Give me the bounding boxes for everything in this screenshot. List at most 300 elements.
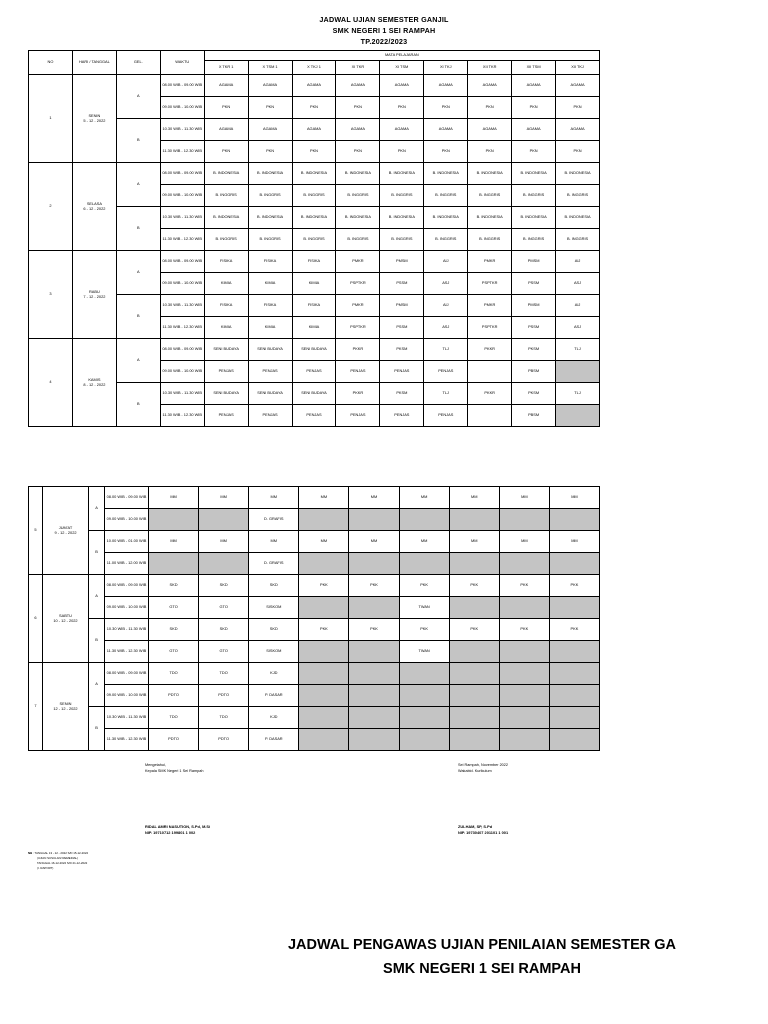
subject-cell: MM xyxy=(499,487,549,509)
subject-cell: AIJ xyxy=(556,295,600,317)
day-date: 10 - 12 - 2022 xyxy=(53,617,78,623)
table-row xyxy=(29,251,600,273)
col-header-class-5: XI TKJ xyxy=(424,61,468,75)
signature-left-name-wrap xyxy=(145,824,210,837)
subject-cell: B. INGGRIS xyxy=(468,229,512,251)
subject-cell xyxy=(299,597,349,619)
subject-cell: PKK xyxy=(349,575,399,597)
subject-cell: PSSM xyxy=(512,317,556,339)
subject-cell: PKK xyxy=(449,575,499,597)
subject-cell xyxy=(549,729,599,751)
subject-cell: P. DASAR xyxy=(249,685,299,707)
subject-cell: B. INDONESIA xyxy=(292,207,336,229)
subject-cell xyxy=(499,509,549,531)
subject-cell: PENJAS xyxy=(248,361,292,383)
subject-cell xyxy=(549,685,599,707)
subject-cell: AGAMA xyxy=(424,75,468,97)
subject-cell: TWAN xyxy=(399,597,449,619)
schedule-table-part-1-wrap xyxy=(28,50,600,427)
next-page-title-block xyxy=(0,934,768,982)
subject-cell xyxy=(499,641,549,663)
time-cell: 11.30 WIB - 12.30 WIB xyxy=(160,229,204,251)
subject-cell: PKSM xyxy=(380,339,424,361)
subject-cell xyxy=(499,685,549,707)
subject-cell: PMSM xyxy=(380,295,424,317)
subject-cell: B. INDONESIA xyxy=(424,163,468,185)
subject-cell: AGAMA xyxy=(468,119,512,141)
subject-cell: GTO xyxy=(199,597,249,619)
subject-cell xyxy=(399,707,449,729)
gelombang-cell: A xyxy=(116,339,160,383)
subject-cell: D. GRAFIS xyxy=(249,509,299,531)
subject-cell: PMKR xyxy=(336,251,380,273)
subject-cell: MM xyxy=(199,487,249,509)
subject-cell: TLJ xyxy=(556,339,600,361)
subject-cell: B. INDONESIA xyxy=(248,207,292,229)
subject-cell: FISIKA xyxy=(204,251,248,273)
subject-cell: SKD xyxy=(199,619,249,641)
subject-cell: B. INDONESIA xyxy=(556,207,600,229)
signature-right-nip: NIP. 19730407 201101 1 001 xyxy=(458,830,509,836)
subject-cell: PENJAS xyxy=(424,361,468,383)
subject-cell: SKD xyxy=(199,575,249,597)
subject-cell: SKD xyxy=(249,575,299,597)
subject-cell: KIMIA xyxy=(292,317,336,339)
subject-cell xyxy=(349,663,399,685)
footnote-line-3: TANGGAL 16-12-2022 S/D 21-12-2022 xyxy=(37,861,88,866)
subject-cell: TDO xyxy=(149,707,199,729)
subject-cell: PMKR xyxy=(468,251,512,273)
subject-cell xyxy=(399,663,449,685)
subject-cell: PENJAS xyxy=(248,405,292,427)
subject-cell: B. INDONESIA xyxy=(556,163,600,185)
subject-cell: FISIKA xyxy=(292,295,336,317)
gelombang-cell: B xyxy=(89,707,105,751)
subject-cell xyxy=(549,663,599,685)
col-header-waktu: WAKTU xyxy=(160,51,204,75)
subject-cell: MM xyxy=(199,531,249,553)
subject-cell xyxy=(399,553,449,575)
subject-cell: PSPTKR xyxy=(336,273,380,295)
subject-cell: PKK xyxy=(499,619,549,641)
subject-cell: MM xyxy=(299,487,349,509)
subject-cell: B. INDONESIA xyxy=(380,163,424,185)
day-cell xyxy=(43,663,89,751)
subject-cell: AGAMA xyxy=(512,119,556,141)
subject-cell: TWAN xyxy=(399,641,449,663)
subject-cell: PENJAS xyxy=(204,361,248,383)
subject-cell xyxy=(299,685,349,707)
subject-cell: PSPTKR xyxy=(336,317,380,339)
subject-cell: PENJAS xyxy=(292,405,336,427)
col-header-class-1: X TSM 1 xyxy=(248,61,292,75)
subject-cell xyxy=(399,685,449,707)
subject-cell: KIMIA xyxy=(204,273,248,295)
col-header-class-0: X TKR 1 xyxy=(204,61,248,75)
subject-cell: SENI BUDAYA xyxy=(248,339,292,361)
day-cell xyxy=(72,339,116,427)
subject-cell xyxy=(299,729,349,751)
signature-left-name: RIDAL AMRI NASUTION, S.Pd, M.Si xyxy=(145,824,211,829)
subject-cell xyxy=(349,729,399,751)
subject-cell xyxy=(449,729,499,751)
subject-cell: PKN xyxy=(556,141,600,163)
subject-cell: AGAMA xyxy=(380,75,424,97)
doc-title-line-1: JADWAL UJIAN SEMESTER GANJIL xyxy=(319,15,449,24)
subject-cell: AGAMA xyxy=(512,75,556,97)
subject-cell xyxy=(399,509,449,531)
subject-cell: MM xyxy=(449,487,499,509)
gelombang-cell: A xyxy=(89,487,105,531)
subject-cell: SISKOM xyxy=(249,597,299,619)
subject-cell: MM xyxy=(449,531,499,553)
subject-cell: B. INGGRIS xyxy=(468,185,512,207)
subject-cell: B. INGGRIS xyxy=(204,185,248,207)
subject-cell xyxy=(499,553,549,575)
time-cell: 08.00 WIB - 09.00 WIB xyxy=(105,663,149,685)
subject-cell: MM xyxy=(349,531,399,553)
subject-cell: ASJ xyxy=(556,273,600,295)
day-cell xyxy=(72,163,116,251)
row-number: 2 xyxy=(29,163,73,251)
subject-cell: FISIKA xyxy=(248,295,292,317)
gelombang-cell: B xyxy=(116,207,160,251)
footnote-line-4: (I. RAPORT) xyxy=(37,866,54,871)
gelombang-cell: A xyxy=(116,75,160,119)
subject-cell: KIMIA xyxy=(204,317,248,339)
subject-cell: GTO xyxy=(149,641,199,663)
subject-cell xyxy=(549,641,599,663)
subject-cell: B. INGGRIS xyxy=(424,229,468,251)
subject-cell xyxy=(468,361,512,383)
subject-cell: PSPTKR xyxy=(468,273,512,295)
subject-cell: PENJAS xyxy=(292,361,336,383)
col-header-class-3: XI TKR xyxy=(336,61,380,75)
table-row xyxy=(29,575,600,597)
subject-cell xyxy=(549,707,599,729)
subject-cell: KIMIA xyxy=(248,317,292,339)
day-name: KAMIS xyxy=(88,377,101,383)
subject-cell: B. INGGRIS xyxy=(336,229,380,251)
subject-cell: PKSM xyxy=(380,383,424,405)
subject-cell: PDTO xyxy=(199,729,249,751)
time-cell: 10.30 WIB - 11.30 WIB xyxy=(105,707,149,729)
day-name: JUM'AT xyxy=(58,525,73,531)
subject-cell xyxy=(149,509,199,531)
footnote-block xyxy=(28,851,88,871)
subject-cell: AIJ xyxy=(556,251,600,273)
time-cell: 11.30 WIB - 12.30 WIB xyxy=(105,729,149,751)
subject-cell: MM xyxy=(399,531,449,553)
subject-cell xyxy=(549,509,599,531)
time-cell: 09.00 WIB - 10.00 WIB xyxy=(105,685,149,707)
day-name: RABU xyxy=(88,289,100,295)
day-date: 8 - 12 - 2022 xyxy=(83,381,106,387)
subject-cell: PDTO xyxy=(149,729,199,751)
time-cell: 09.00 WIB - 10.00 WIB xyxy=(160,273,204,295)
subject-cell: MM xyxy=(349,487,399,509)
row-number: 3 xyxy=(29,251,73,339)
header-row-top xyxy=(29,51,600,61)
col-header-no: NO xyxy=(29,51,73,75)
table-row xyxy=(29,597,600,619)
subject-cell: PKN xyxy=(204,97,248,119)
subject-cell: PMSM xyxy=(512,251,556,273)
row-number: 6 xyxy=(29,575,43,663)
subject-cell: PENJAS xyxy=(380,361,424,383)
subject-cell: B. INDONESIA xyxy=(204,207,248,229)
time-cell: 11.30 WIB - 12.30 WIB xyxy=(105,641,149,663)
subject-cell: B. INDONESIA xyxy=(512,163,556,185)
subject-cell: PBSM xyxy=(512,405,556,427)
signature-block-left xyxy=(145,762,211,836)
time-cell: 11.00 WIB - 12.00 WIB xyxy=(105,553,149,575)
subject-cell: MM xyxy=(149,531,199,553)
subject-cell: B. INGGRIS xyxy=(292,229,336,251)
gelombang-cell: A xyxy=(116,163,160,207)
gelombang-cell: A xyxy=(89,575,105,619)
subject-cell: FISIKA xyxy=(292,251,336,273)
subject-cell: B. INDONESIA xyxy=(380,207,424,229)
subject-cell xyxy=(499,597,549,619)
subject-cell xyxy=(349,707,399,729)
subject-cell xyxy=(299,641,349,663)
subject-cell: PENJAS xyxy=(336,405,380,427)
subject-cell: PENJAS xyxy=(204,405,248,427)
subject-cell: SENI BUDAYA xyxy=(292,383,336,405)
time-cell: 09.00 WIB - 10.00 WIB xyxy=(160,361,204,383)
subject-cell: SENI BUDAYA xyxy=(204,339,248,361)
col-header-class-4: XI TSM xyxy=(380,61,424,75)
subject-cell: PKN xyxy=(424,97,468,119)
subject-cell: B. INGGRIS xyxy=(512,185,556,207)
time-cell: 10.30 WIB - 11.30 WIB xyxy=(160,295,204,317)
subject-cell: B. INGGRIS xyxy=(292,185,336,207)
subject-cell: B. INGGRIS xyxy=(336,185,380,207)
col-header-mapel: MATA PELAJARAN xyxy=(204,51,599,61)
subject-cell xyxy=(499,663,549,685)
day-cell xyxy=(43,575,89,663)
subject-cell xyxy=(149,553,199,575)
subject-cell: SKD xyxy=(149,575,199,597)
subject-cell: PKK xyxy=(399,619,449,641)
subject-cell: B. INDONESIA xyxy=(336,163,380,185)
table-row xyxy=(29,163,600,185)
col-header-class-7: XII TSM xyxy=(512,61,556,75)
time-cell: 09.00 WIB - 10.00 WIB xyxy=(160,185,204,207)
subject-cell: B. INGGRIS xyxy=(556,229,600,251)
subject-cell: PSSM xyxy=(512,273,556,295)
subject-cell xyxy=(299,663,349,685)
subject-cell: AGAMA xyxy=(556,119,600,141)
time-cell: 08.00 WIB - 09.00 WIB xyxy=(105,575,149,597)
signature-block-right xyxy=(458,762,509,836)
day-date: 12 - 12 - 2022 xyxy=(53,705,78,711)
subject-cell: PKKR xyxy=(336,339,380,361)
subject-cell: AGAMA xyxy=(248,75,292,97)
day-date: 9 - 12 - 2022 xyxy=(54,529,77,535)
doc-title-line-2: SMK NEGERI 1 SEI RAMPAH xyxy=(332,26,436,36)
subject-cell xyxy=(349,509,399,531)
subject-cell: PSSM xyxy=(380,273,424,295)
time-cell: 10.00 WIB - 01.00 WIB xyxy=(105,531,149,553)
subject-cell xyxy=(349,553,399,575)
subject-cell: PKN xyxy=(512,97,556,119)
subject-cell xyxy=(449,509,499,531)
subject-cell xyxy=(299,553,349,575)
subject-cell: SKD xyxy=(249,619,299,641)
subject-cell: KJD xyxy=(249,707,299,729)
subject-cell: B. INDONESIA xyxy=(424,207,468,229)
subject-cell: PKK xyxy=(499,575,549,597)
subject-cell: AGAMA xyxy=(468,75,512,97)
subject-cell: B. INGGRIS xyxy=(380,185,424,207)
schedule-body-1 xyxy=(29,75,600,427)
day-date: 6 - 12 - 2022 xyxy=(83,205,106,211)
table-row xyxy=(29,487,600,509)
subject-cell: B. INGGRIS xyxy=(556,185,600,207)
table-row xyxy=(29,663,600,685)
subject-cell: PKN xyxy=(248,97,292,119)
subject-cell: PMSM xyxy=(380,251,424,273)
subject-cell: B. INGGRIS xyxy=(380,229,424,251)
table-row xyxy=(29,729,600,751)
subject-cell: ASJ xyxy=(424,273,468,295)
subject-cell: AGAMA xyxy=(556,75,600,97)
subject-cell: TDO xyxy=(199,707,249,729)
subject-cell: TLJ xyxy=(556,383,600,405)
subject-cell xyxy=(349,641,399,663)
subject-cell xyxy=(449,663,499,685)
subject-cell xyxy=(449,707,499,729)
time-cell: 08.00 WIB - 09.00 WIB xyxy=(105,487,149,509)
table-row xyxy=(29,509,600,531)
subject-cell: MM xyxy=(399,487,449,509)
subject-cell: AIJ xyxy=(424,295,468,317)
subject-cell: AIJ xyxy=(424,251,468,273)
subject-cell: ASJ xyxy=(556,317,600,339)
table-row xyxy=(29,619,600,641)
subject-cell xyxy=(499,729,549,751)
subject-cell: PMKR xyxy=(468,295,512,317)
gelombang-cell: B xyxy=(89,531,105,575)
subject-cell: B. INDONESIA xyxy=(336,207,380,229)
subject-cell xyxy=(349,597,399,619)
signature-left-line-2: Kepala SMK Negeri 1 Sei Rampah xyxy=(145,769,204,774)
subject-cell xyxy=(199,509,249,531)
subject-cell: PKKR xyxy=(336,383,380,405)
subject-cell: PSPTKR xyxy=(468,317,512,339)
signature-left-nip: NIP. 19710712 199801 1 002 xyxy=(145,830,196,836)
subject-cell: TDO xyxy=(149,663,199,685)
subject-cell: B. INGGRIS xyxy=(248,185,292,207)
subject-cell: B. INDONESIA xyxy=(292,163,336,185)
subject-cell: GTO xyxy=(149,597,199,619)
subject-cell: MM xyxy=(249,487,299,509)
subject-cell: PKSM xyxy=(512,339,556,361)
day-cell xyxy=(43,487,89,575)
subject-cell: PMKR xyxy=(336,295,380,317)
subject-cell: PBSM xyxy=(512,361,556,383)
time-cell: 11.30 WIB - 12.30 WIB xyxy=(160,141,204,163)
day-name: SENIN xyxy=(59,701,72,707)
time-cell: 08.00 WIB - 09.00 WIB xyxy=(160,251,204,273)
subject-cell: B. INDONESIA xyxy=(468,207,512,229)
row-number: 5 xyxy=(29,487,43,575)
table-row xyxy=(29,707,600,729)
subject-cell: PKN xyxy=(468,97,512,119)
schedule-table-head xyxy=(29,51,600,75)
subject-cell: PKN xyxy=(512,141,556,163)
subject-cell xyxy=(549,597,599,619)
footnote-line-2: (UJIAN SUSULAN/ REMEDIAL) xyxy=(37,856,79,861)
gelombang-cell: B xyxy=(116,295,160,339)
subject-cell: PSSM xyxy=(380,317,424,339)
subject-cell xyxy=(449,597,499,619)
subject-cell: KJD xyxy=(249,663,299,685)
time-cell: 09.00 WIB - 10.00 WIB xyxy=(105,509,149,531)
subject-cell: AGAMA xyxy=(336,75,380,97)
signature-right-line-1: Sei Rampah, November 2022 xyxy=(458,763,509,767)
signature-right-line-2: Wakabid. Kurikulum xyxy=(458,769,492,774)
subject-cell: PENJAS xyxy=(380,405,424,427)
subject-cell: AGAMA xyxy=(204,119,248,141)
subject-cell xyxy=(449,641,499,663)
subject-cell: PKN xyxy=(336,141,380,163)
signature-right-name-wrap xyxy=(458,824,508,837)
table-row xyxy=(29,553,600,575)
schedule-body-2 xyxy=(29,487,600,751)
footnote-label: NB xyxy=(28,851,33,855)
subject-cell: PDTO xyxy=(199,685,249,707)
row-number: 7 xyxy=(29,663,43,751)
table-row xyxy=(29,641,600,663)
subject-cell: MM xyxy=(549,531,599,553)
time-cell: 09.00 WIB - 10.00 WIB xyxy=(160,97,204,119)
subject-cell xyxy=(549,553,599,575)
subject-cell: PKN xyxy=(292,141,336,163)
subject-cell: SENI BUDAYA xyxy=(248,383,292,405)
subject-cell: AGAMA xyxy=(292,75,336,97)
subject-cell: PKK xyxy=(549,619,599,641)
time-cell: 10.30 WIB - 11.30 WIB xyxy=(160,207,204,229)
subject-cell: B. INGGRIS xyxy=(204,229,248,251)
subject-cell: SKD xyxy=(149,619,199,641)
gelombang-cell: B xyxy=(116,119,160,163)
subject-cell: PKK xyxy=(299,575,349,597)
subject-cell: B. INDONESIA xyxy=(204,163,248,185)
time-cell: 11.30 WIB - 12.30 WIB xyxy=(160,405,204,427)
day-name: SELASA xyxy=(86,201,102,207)
subject-cell: PKN xyxy=(292,97,336,119)
signature-right-name: ZULHAM, SP, S.Pd xyxy=(458,824,493,829)
subject-cell: ASJ xyxy=(424,317,468,339)
time-cell: 10.30 WIB - 11.30 WIB xyxy=(160,383,204,405)
subject-cell: PKK xyxy=(299,619,349,641)
subject-cell: PKK xyxy=(449,619,499,641)
subject-cell: SENI BUDAYA xyxy=(204,383,248,405)
subject-cell xyxy=(449,685,499,707)
subject-cell: MM xyxy=(149,487,199,509)
subject-cell: PKK xyxy=(549,575,599,597)
subject-cell: B. INGGRIS xyxy=(248,229,292,251)
subject-cell: PENJAS xyxy=(424,405,468,427)
subject-cell: PKN xyxy=(424,141,468,163)
subject-cell: B. INDONESIA xyxy=(248,163,292,185)
table-row xyxy=(29,531,600,553)
day-name: SABTU xyxy=(59,613,72,619)
subject-cell: PDTO xyxy=(149,685,199,707)
